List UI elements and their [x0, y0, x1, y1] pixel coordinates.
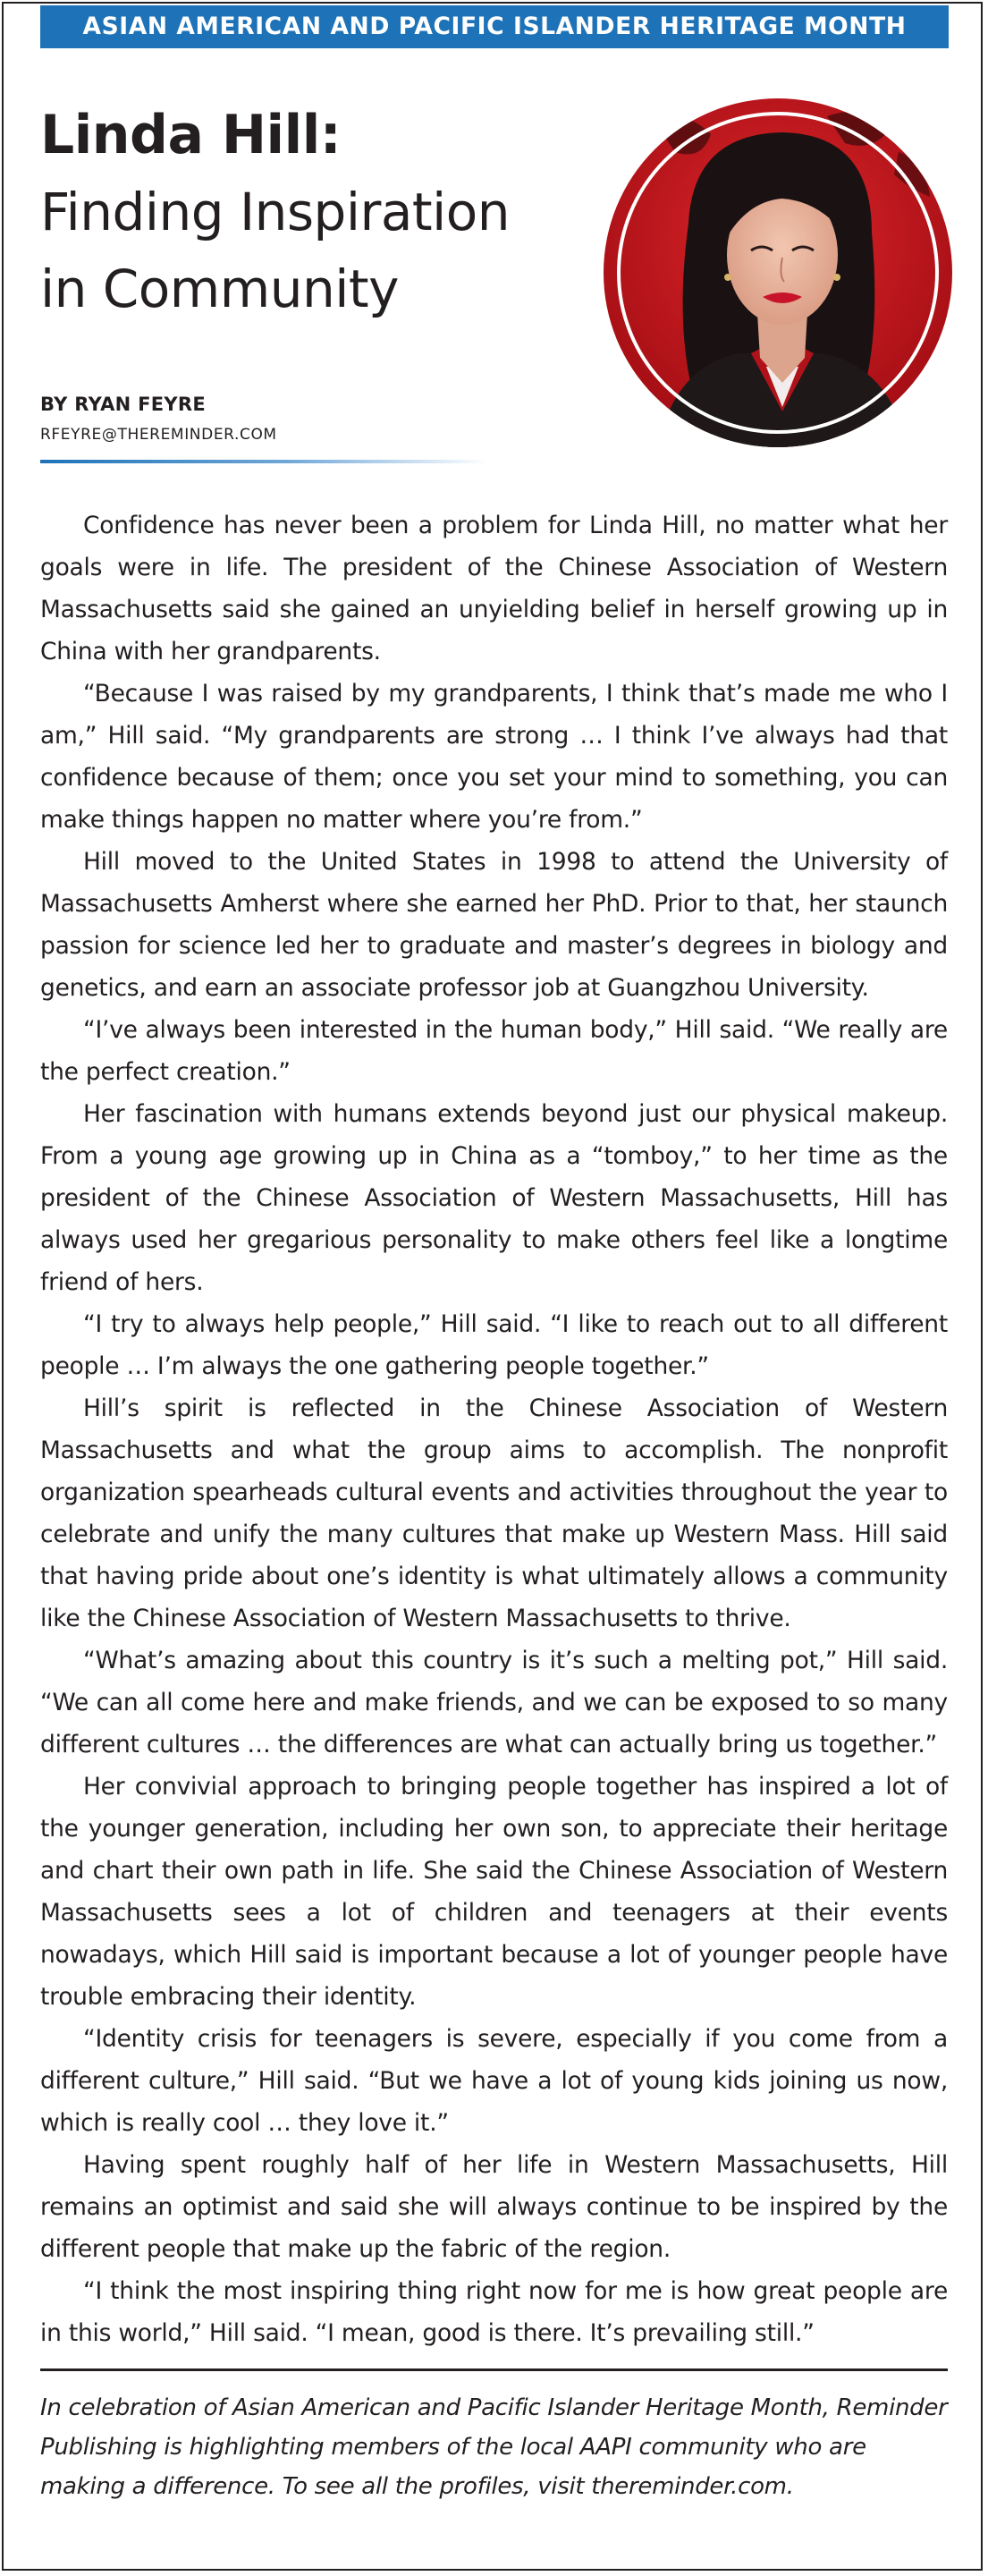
- article-paragraph: “I think the most inspiring thing right now for me is how great people are in this world,” Hill said. “I mean, good is there. It’s prevailing still.”: [40, 2277, 948, 2347]
- article-paragraph: Confidence has never been a problem for Linda Hill, no matter what her goals were in life. The president of the Chinese Association of Western Massachusetts said she gained an unyielding belief in herself growing up in China with her grandparents.: [40, 512, 948, 665]
- headline-title-line-1: Finding Inspiration: [40, 182, 510, 242]
- footer-divider: [40, 2368, 948, 2371]
- article-paragraph: “Because I was raised by my grandparents, I think that’s made me who I am,” Hill said. “My grandparents are strong … I think I’ve always had that confidence because of them; once you set your mind to something, you can make things happen no matter where you’re from.”: [40, 680, 948, 834]
- article-paragraph: Hill’s spirit is reflected in the Chinese Association of Western Massachusetts and what the group aims to accomplish. The nonprofit organization spearheads cultural events and activities throughout the year to celebrate and unify the many cultures that make up Western Mass. Hill said that having pride about one’s identity is what ultimately allows a community like the Chinese Association of Western Massachusetts to thrive.: [40, 1394, 948, 1632]
- article-headline: [40, 97, 577, 327]
- article-paragraph: “What’s amazing about this country is it’s such a melting pot,” Hill said. “We can all come here and make friends, and we can be exposed to so many different cultures … the differences are what can actually bring us together.”: [40, 1647, 948, 1758]
- portrait-photo: [604, 98, 952, 447]
- article-paragraph: Having spent roughly half of her life in Western Massachusetts, Hill remains an optimist and said she will always continue to be inspired by the different people that make up the fabric of the region.: [40, 2151, 948, 2263]
- footer-note: In celebration of Asian American and Pacific Islander Heritage Month, Reminder Publishing is highlighting members of the local AAPI community who are making a difference. To see all the profiles, visit thereminder.com.: [40, 2394, 948, 2500]
- article-body: [40, 504, 948, 2354]
- byline-divider: [40, 460, 487, 463]
- byline-email[interactable]: RFEYRE@THEREMINDER.COM: [40, 426, 277, 444]
- byline-author: BY RYAN FEYRE: [40, 394, 207, 415]
- section-banner: ASIAN AMERICAN AND PACIFIC ISLANDER HERITAGE MONTH: [40, 5, 949, 48]
- article-paragraph: “Identity crisis for teenagers is severe, especially if you come from a different culture,” Hill said. “But we have a lot of young kids joining us now, which is really cool … they love it.”: [40, 2025, 948, 2137]
- headline-title-line-2: in Community: [40, 258, 399, 319]
- headline-name: Linda Hill:: [40, 104, 342, 166]
- portrait-illustration: [604, 98, 952, 447]
- article-paragraph: “I try to always help people,” Hill said. “I like to reach out to all different people … I’m always the one gathering people together.”: [40, 1310, 948, 1380]
- article-paragraph: “I’ve always been interested in the human body,” Hill said. “We really are the perfect creation.”: [40, 1016, 948, 1086]
- article-paragraph: Her convivial approach to bringing people together has inspired a lot of the younger generation, including her own son, to appreciate their heritage and chart their own path in life. She said the Chinese Association of Western Massachusetts sees a lot of children and teenagers at their events nowadays, which Hill said is important because a lot of younger people have trouble embracing their identity.: [40, 1773, 948, 2011]
- article-paragraph: Hill moved to the United States in 1998 to attend the University of Massachusetts Amherst where she earned her PhD. Prior to that, her staunch passion for science led her to graduate and master’s degrees in biology and genetics, and earn an associate professor job at Guangzhou University.: [40, 848, 948, 1002]
- article-paragraph: Her fascination with humans extends beyond just our physical makeup. From a young age growing up in China as a “tomboy,” to her time as the president of the Chinese Association of Western Massachusetts, Hill has always used her gregarious personality to make others feel like a longtime friend of hers.: [40, 1100, 948, 1296]
